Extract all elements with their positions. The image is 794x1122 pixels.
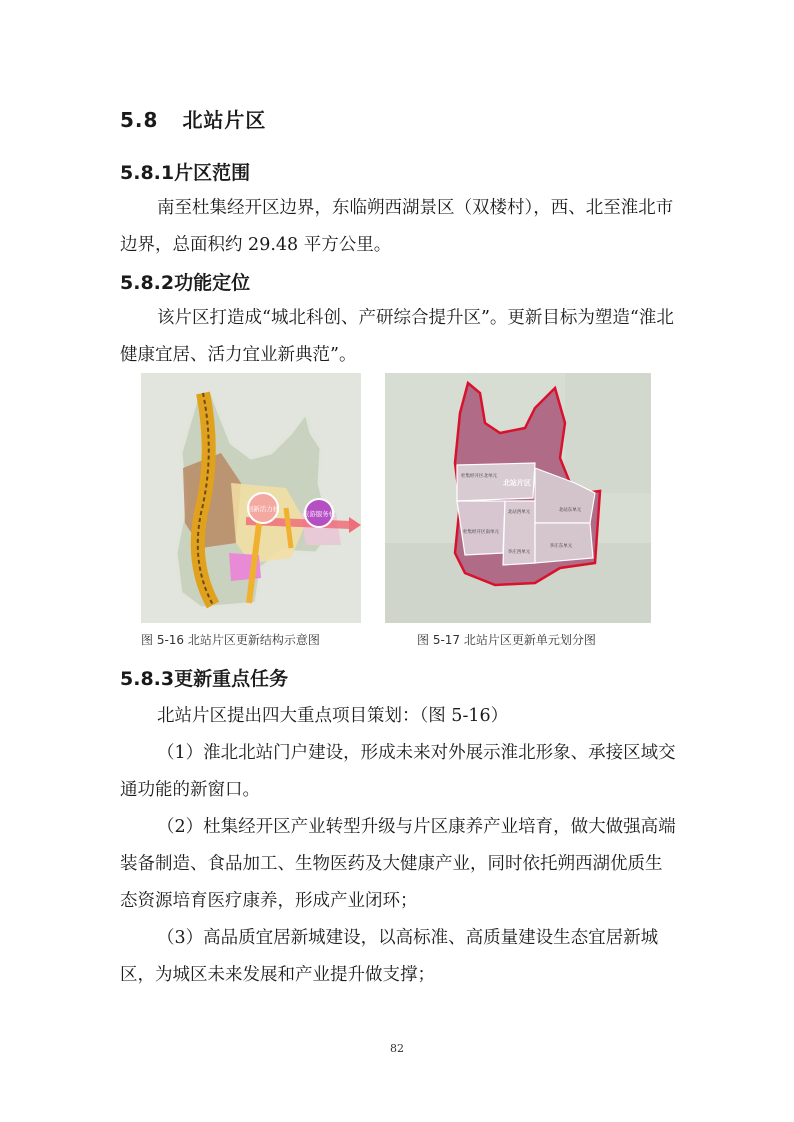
page-number: 82 — [390, 1042, 404, 1055]
label-unit-5: 李庄西单元 — [507, 550, 531, 555]
label-vitality-core: 创新活力核 — [246, 505, 280, 513]
subsection-heading-function: 5.8.2功能定位 — [120, 272, 251, 294]
label-unit-3: 北站东单元 — [558, 508, 582, 513]
unit-division-map — [385, 373, 651, 623]
paragraph-task-3: （3）高品质宜居新城建设，以高标准、高质量建设生态宜居新城区，为城区未来发展和产业提升做支撑； — [120, 928, 659, 985]
subsection-heading-tasks: 5.8.3更新重点任务 — [120, 668, 289, 690]
label-area: 北站片区 — [503, 479, 531, 487]
subsection-heading-range: 5.8.1片区范围 — [120, 162, 251, 184]
paragraph-function: 该片区打造成“城北科创、产研综合提升区”。更新目标为塑造“淮北健康宜居、活力宜业新典范”。 — [120, 308, 674, 365]
section-heading — [120, 104, 266, 133]
section-number: 5.8 — [120, 108, 159, 132]
unit-division-map-figure — [385, 373, 651, 623]
paragraph-task-1: （1）淮北北站门户建设，形成未来对外展示淮北形象、承接区域交通功能的新窗口。 — [120, 743, 676, 800]
label-unit-6: 李庄东单元 — [549, 544, 573, 549]
label-service-core: 旅游服务核 — [302, 510, 336, 518]
structure-map-figure — [141, 373, 361, 623]
section-title: 北站片区 — [182, 108, 267, 132]
label-unit-4: 杜集经开区南单元 — [463, 530, 499, 535]
label-unit-2: 北站西单元 — [507, 510, 531, 515]
label-unit-1: 杜集经开区北单元 — [461, 474, 497, 479]
paragraph-range: 南至杜集经开区边界，东临朔西湖景区（双楼村），西、北至淮北市边界，总面积约 29.48 平方公里。 — [120, 198, 674, 255]
figure-caption-17: 图 5-17 北站片区更新单元划分图 — [417, 633, 596, 647]
paragraph-task-2: （2）杜集经开区产业转型升级与片区康养产业培育，做大做强高端装备制造、食品加工、生物医药及大健康产业，同时依托朔西湖优质生态资源培育医疗康养，形成产业闭环； — [120, 817, 676, 911]
paragraph-tasks-intro: 北站片区提出四大重点项目策划：（图 5-16） — [157, 706, 509, 726]
structure-map — [141, 373, 361, 623]
figure-caption-16: 图 5-16 北站片区更新结构示意图 — [141, 633, 320, 647]
